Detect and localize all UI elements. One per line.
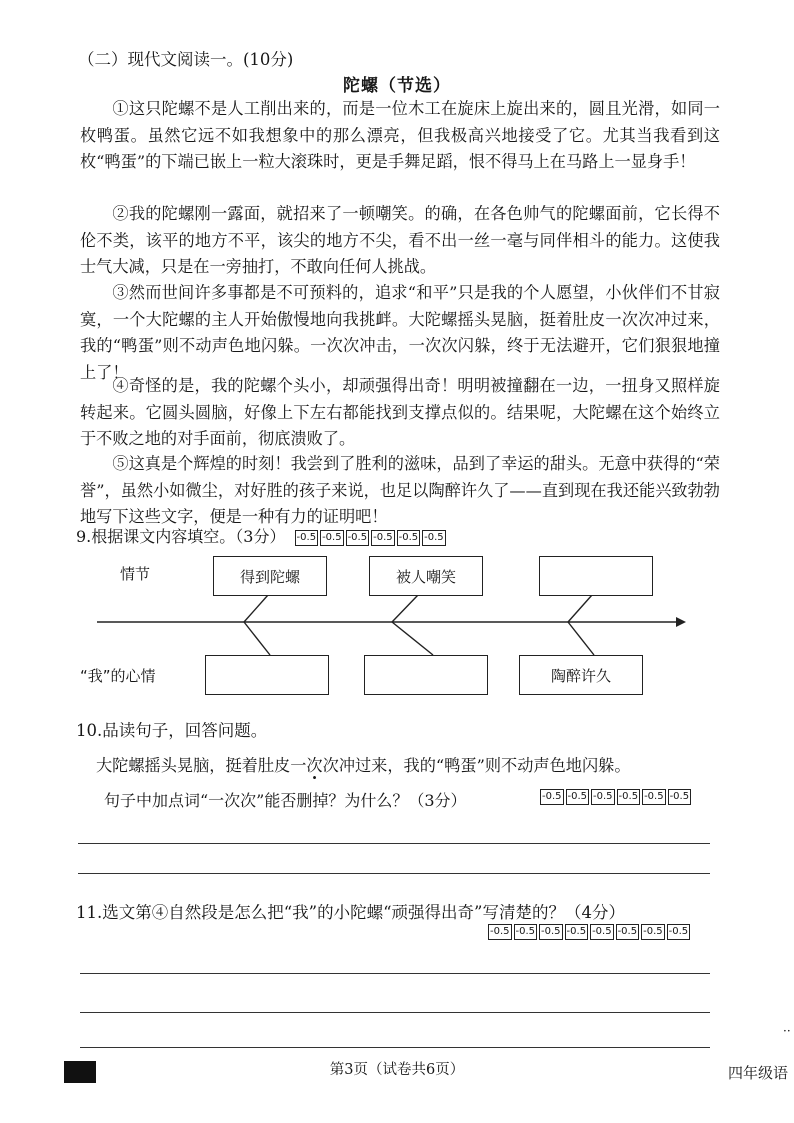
score-box: -0.5 bbox=[591, 789, 615, 805]
score-box: -0.5 bbox=[667, 924, 691, 940]
branch-line-2-up bbox=[392, 595, 418, 622]
score-box: -0.5 bbox=[590, 924, 614, 940]
plot-box-3[interactable] bbox=[539, 556, 653, 596]
answer-line[interactable] bbox=[80, 973, 710, 974]
score-box: -0.5 bbox=[514, 924, 538, 940]
sentence-dotted-word: 一次次 bbox=[290, 756, 339, 775]
score-box: -0.5 bbox=[642, 789, 666, 805]
paragraph-2: ②我的陀螺刚一露面，就招来了一顿嘲笑。的确，在各色帅气的陀螺面前，它长得不伦不类，该平的地方不平，该尖的地方不尖，看不出一丝一毫与同伴相斗的能力。这使我士气大减，只是在一旁抽打，不敢向任何人挑战。 bbox=[80, 204, 720, 276]
branch-line-3-down bbox=[568, 622, 594, 655]
score-box: -0.5 bbox=[397, 530, 421, 546]
branch-line-1-down bbox=[244, 622, 270, 655]
score-box: -0.5 bbox=[320, 530, 344, 546]
answer-line[interactable] bbox=[78, 873, 710, 874]
score-box: -0.5 bbox=[488, 924, 512, 940]
branch-line-3-up bbox=[568, 595, 592, 622]
passage-title: 陀螺（节选） bbox=[343, 76, 451, 96]
answer-line[interactable] bbox=[78, 843, 710, 844]
score-box: -0.5 bbox=[617, 789, 641, 805]
question-11-prompt: 11.选文第④自然段是怎么把“我”的小陀螺“顽强得出奇”写清楚的？（4分） bbox=[76, 903, 625, 922]
score-box: -0.5 bbox=[616, 924, 640, 940]
answer-line[interactable] bbox=[80, 1047, 710, 1048]
question-10-question-text: 句子中加点词“一次次”能否删掉？为什么？（3分） bbox=[104, 791, 467, 810]
paragraph-4: ④奇怪的是，我的陀螺个头小，却顽强得出奇！明明被撞翻在一边，一扭身又照样旋转起来。它圆头圆脑，好像上下左右都能找到支撑点似的。结果呢，大陀螺在这个始终立于不败之地的对手面前，彻底溃败了。 bbox=[80, 376, 720, 448]
edge-mark: ·· bbox=[783, 1024, 791, 1038]
score-box: -0.5 bbox=[641, 924, 665, 940]
score-box: -0.5 bbox=[539, 924, 563, 940]
paragraph-1: ①这只陀螺不是人工削出来的，而是一位木工在旋床上旋出来的，圆且光滑，如同一枚鸭蛋。虽然它远不如我想象中的那么漂亮，但我极高兴地接受了它。尤其当我看到这枚“鸭蛋”的下端已嵌上一粒大滚珠时，更是手舞足蹈，恨不得马上在马路上一显身手！ bbox=[80, 99, 720, 171]
score-box: -0.5 bbox=[540, 789, 564, 805]
sentence-before: 大陀螺摇头晃脑，挺着肚皮 bbox=[96, 756, 291, 775]
score-box: -0.5 bbox=[668, 789, 692, 805]
mood-row-label: “我”的心情 bbox=[80, 667, 156, 685]
corner-text: 四年级语 bbox=[728, 1064, 789, 1082]
timeline-arrowhead bbox=[676, 617, 686, 627]
question-10-sentence bbox=[96, 752, 631, 776]
score-box: -0.5 bbox=[346, 530, 370, 546]
mood-box-3[interactable]: 陶醉许久 bbox=[519, 655, 643, 695]
score-box: -0.5 bbox=[565, 924, 589, 940]
paragraph-3: ③然而世间许多事都是不可预料的，追求“和平”只是我的个人愿望，小伙伴们不甘寂寞，一个大陀螺的主人开始傲慢地向我挑衅。大陀螺摇头晃脑，挺着肚皮一次次冲过来，我的“鸭蛋”则不动声色地闪躲。一次次冲击，一次次闪躲，终于无法避开，它们狠狠地撞上了！ bbox=[80, 283, 720, 382]
paragraph-5: ⑤这真是个辉煌的时刻！我尝到了胜利的滋味，品到了幸运的甜头。无意中获得的“荣誉”，虽然小如微尘，对好胜的孩子来说，也足以陶醉许久了——直到现在我还能兴致勃勃地写下这些文字，便是一种有力的证明吧！ bbox=[80, 454, 720, 526]
branch-line-2-down bbox=[392, 622, 433, 655]
question-9-prompt: 9.根据课文内容填空。（3分） bbox=[76, 527, 286, 546]
question-11-score-boxes bbox=[488, 921, 690, 940]
question-10-score-boxes bbox=[540, 786, 691, 805]
plot-box-2[interactable]: 被人嘲笑 bbox=[369, 556, 483, 596]
page-footer: 第3页（试卷共6页） bbox=[329, 1062, 465, 1078]
answer-line[interactable] bbox=[80, 1012, 710, 1013]
mood-box-1[interactable] bbox=[205, 655, 329, 695]
branch-line-1-up bbox=[244, 595, 268, 622]
plot-box-1[interactable]: 得到陀螺 bbox=[213, 556, 327, 596]
score-box: -0.5 bbox=[295, 530, 319, 546]
question-10-prompt: 10.品读句子，回答问题。 bbox=[76, 721, 268, 740]
plot-row-label: 情节 bbox=[120, 565, 151, 583]
score-box: -0.5 bbox=[422, 530, 446, 546]
score-box: -0.5 bbox=[566, 789, 590, 805]
question-10-question bbox=[104, 788, 467, 811]
score-box: -0.5 bbox=[371, 530, 395, 546]
mood-box-2[interactable] bbox=[364, 655, 488, 695]
sentence-after: 冲过来，我的“鸭蛋”则不动声色地闪躲。 bbox=[338, 756, 631, 775]
section-heading: （二）现代文阅读一。(10分) bbox=[78, 50, 294, 69]
